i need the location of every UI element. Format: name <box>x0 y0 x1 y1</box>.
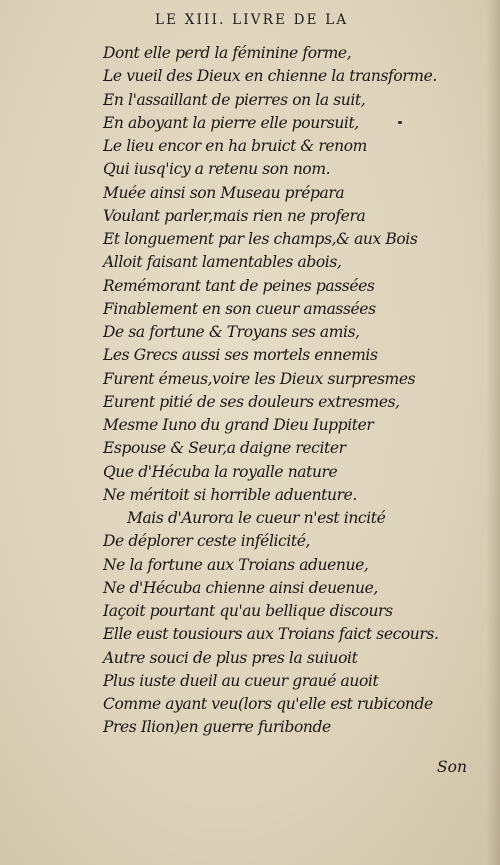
verse-block <box>0 42 500 740</box>
verse-line: En aboyant la pierre elle poursuit, <box>103 113 359 132</box>
verse-line: Ne méritoit si horrible aduenture. <box>103 485 357 504</box>
verse-line: Comme ayant veu(lors qu'elle est rubiconde <box>103 695 433 713</box>
verse-line: Espouse & Seur,a daigne reciter <box>103 439 346 458</box>
verse-line: Furent émeus,voire les Dieux surpresmes <box>103 369 416 388</box>
verse-line: Iaçoit pourtant qu'au bellique discours <box>103 602 393 620</box>
verse-line: De déplorer ceste infélicité, <box>103 532 311 551</box>
verse-line: Mais d'Aurora le cueur n'est incité <box>127 509 386 527</box>
catchword: Son <box>437 758 467 776</box>
verse-line: Finablement en son cueur amassées <box>103 299 376 318</box>
verse-line: En l'assaillant de pierres on la suit, <box>103 90 366 109</box>
verse-line: Ne d'Hécuba chienne ainsi deuenue, <box>103 578 378 597</box>
verse-line: Elle eust tousiours aux Troians faict secours. <box>103 625 439 644</box>
verse-line: Remémorant tant de peines passées <box>103 276 375 295</box>
verse-line: Ne la fortune aux Troians aduenue, <box>103 555 369 574</box>
verse-line: Les Grecs aussi ses mortels ennemis <box>103 346 378 365</box>
verse-line: Mesme Iuno du grand Dieu Iuppiter <box>103 416 374 434</box>
verse-line: Eurent pitié de ses douleurs extresmes, <box>103 392 400 411</box>
verse-line: Qui iusq'icy a retenu son nom. <box>103 160 331 179</box>
verse-line: Alloit faisant lamentables abois, <box>103 253 342 272</box>
verse-line: Autre souci de plus pres la suiuoit <box>103 648 358 667</box>
verse-line: Dont elle perd la féminine forme, <box>103 44 352 62</box>
ink-speck <box>398 121 402 124</box>
verse-line: Et longuement par les champs,& aux Bois <box>103 230 418 248</box>
verse-line: Le lieu encor en ha bruict & renom <box>103 137 367 155</box>
verse-line: Que d'Hécuba la royalle nature <box>103 462 338 481</box>
verse-line: Plus iuste dueil au cueur graué auoit <box>103 671 379 690</box>
verse-line: Le vueil des Dieux en chienne la transforme. <box>103 67 437 86</box>
verse-line: De sa fortune & Troyans ses amis, <box>103 323 360 341</box>
verse-line: Pres Ilion)en guerre furibonde <box>103 718 331 737</box>
running-head: LE XIII. LIVRE DE LA <box>155 12 349 28</box>
verse-line: Voulant parler,mais rien ne profera <box>103 206 366 225</box>
verse-line: Muée ainsi son Museau prépara <box>103 183 345 202</box>
